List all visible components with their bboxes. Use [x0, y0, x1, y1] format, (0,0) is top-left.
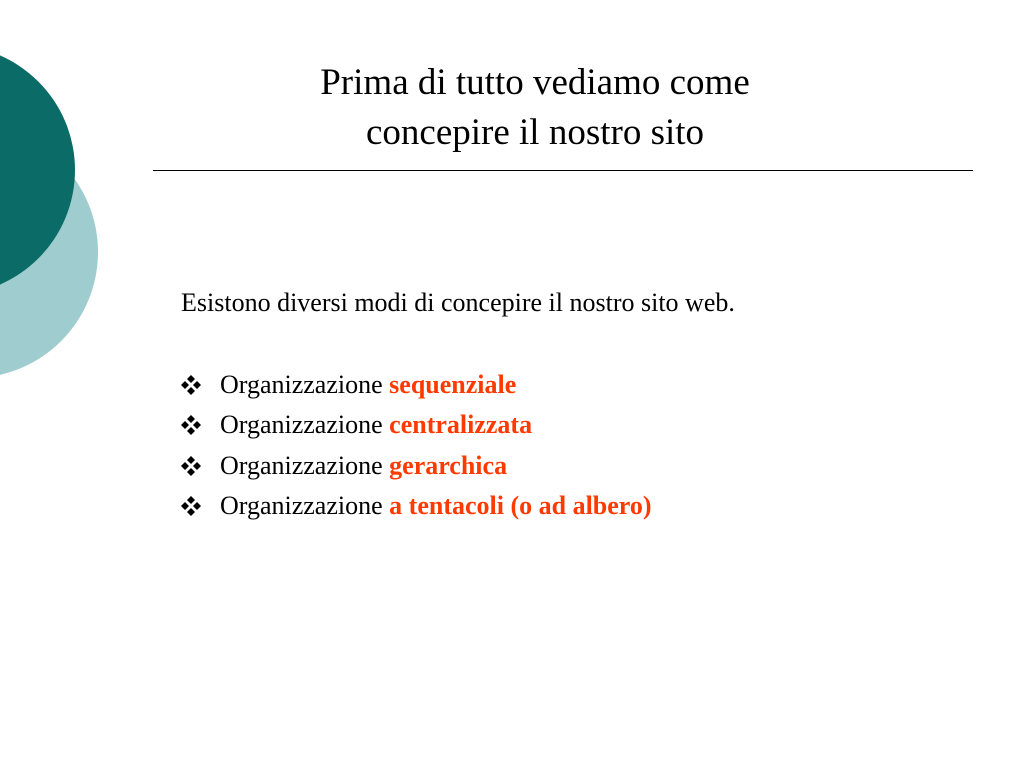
decorative-circles — [0, 0, 110, 400]
list-item — [181, 365, 735, 406]
item-highlight: a tentacoli (o ad albero) — [389, 491, 652, 520]
bullet-list — [181, 365, 735, 527]
item-prefix: Organizzazione — [220, 491, 383, 520]
item-prefix: Organizzazione — [220, 410, 383, 439]
slide-title — [150, 58, 920, 158]
item-highlight: gerarchica — [389, 450, 508, 480]
four-diamond-bullet-icon — [181, 375, 204, 395]
title-divider — [153, 170, 973, 171]
title-line-2: concepire il nostro sito — [365, 112, 705, 153]
list-item — [181, 446, 735, 487]
four-diamond-bullet-icon — [181, 415, 204, 435]
title-line-1: Prima di tutto vediamo come — [320, 62, 750, 103]
item-highlight: sequenziale — [389, 369, 517, 399]
four-diamond-bullet-icon — [181, 496, 204, 516]
item-prefix: Organizzazione — [220, 369, 383, 399]
intro-text: Esistono diversi modi di concepire il nostro sito web. — [181, 288, 735, 317]
item-prefix: Organizzazione — [220, 450, 383, 480]
list-item — [181, 405, 735, 446]
four-diamond-bullet-icon — [181, 456, 204, 476]
list-item — [181, 486, 735, 527]
item-highlight: centralizzata — [389, 410, 533, 439]
slide-body — [181, 283, 735, 527]
